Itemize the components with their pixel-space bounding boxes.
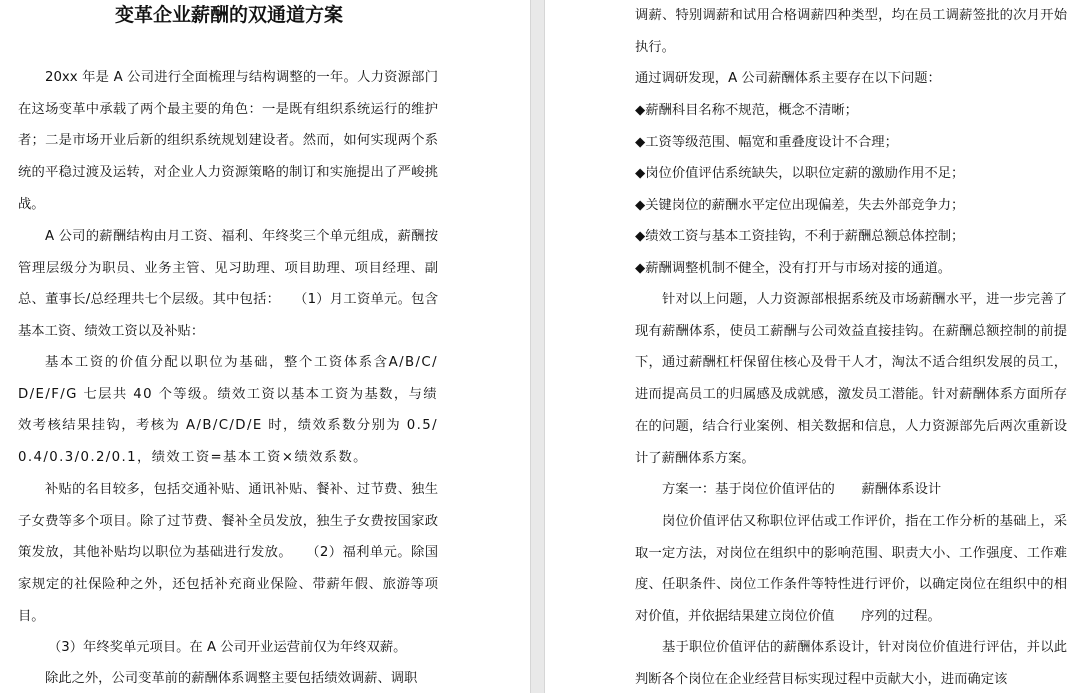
paragraph-year-end-bonus: （3）年终奖单元项目。在 A 公司开业运营前仅为年终双薪。: [48, 640, 407, 655]
paragraph-intro: 20xx 年是 A 公司进行全面梳理与结构调整的一年。人力资源部门在这场变革中承载了两个最主要的角色：一是既有组织系统运行的维护者；二是市场开业后新的组织系统规划建设者。然而，如何实现两个系统的平稳过渡及运转，对企业人力资源策略的制订和实施提出了严峻挑战。: [18, 70, 438, 212]
paragraph-adjustment-continued: 调薪、特别调薪和试用合格调薪四种类型，均在员工调薪签批的次月开始执行。: [635, 8, 1067, 55]
paragraph-base-salary: 基本工资的价值分配以职位为基础，整个工资体系含A/B/C/D/E/F/G 七层共 40 个等级。绩效工资以基本工资为基数，与绩效考核结果挂钩，考核为 A/B/C/D/E 时，绩效系数分别为 0.5/0.4/0.3/0.2/0.1，绩效工资=基本工资×绩效系数。: [18, 355, 438, 466]
bullet-item: ◆工资等级范围、幅宽和重叠度设计不合理；: [635, 135, 898, 150]
paragraph-allowance: 补贴的名目较多，包括交通补贴、通讯补贴、餐补、过节费、独生子女费等多个项目。除了过节费、餐补全员发放，独生子女费按国家政策发放，其他补贴均以职位为基础进行发放。 （2）福利单元。除国家规定的社保险种之外，还包括补充商业保险、带薪年假、旅游等项目。: [18, 482, 438, 624]
bullet-item: ◆薪酬调整机制不健全，没有打开与市场对接的通道。: [635, 261, 952, 276]
paragraph-evaluation-design: 基于职位价值评估的薪酬体系设计，针对岗位价值进行评估，并以此判断各个岗位在企业经营目标实现过程中贡献大小，进而确定该: [635, 640, 1067, 687]
bullet-item: ◆关键岗位的薪酬水平定位出现偏差，失去外部竞争力；: [635, 198, 965, 213]
paragraph-adjustment: 除此之外，公司变革前的薪酬体系调整主要包括绩效调薪、调职: [45, 671, 418, 686]
right-page: [545, 0, 1080, 693]
paragraph-solution: 针对以上问题，人力资源部根据系统及市场薪酬水平，进一步完善了现有薪酬体系，使员工薪酬与公司效益直接挂钩。在薪酬总额控制的前提下，通过薪酬杠杆保留住核心及骨干人才，淘汰不适合组织发展的员工，进而提高员工的归属感及成就感，激发员工潜能。针对薪酬体系方面所存在的问题，结合行业案例、相关数据和信息，人力资源部先后两次重新设计了薪酬体系方案。: [635, 292, 1067, 466]
bullet-item: ◆绩效工资与基本工资挂钩，不利于薪酬总额总体控制；: [635, 229, 965, 244]
left-page: [0, 0, 530, 693]
paragraph-job-evaluation: 岗位价值评估又称职位评估或工作评价，指在工作分析的基础上，采取一定方法，对岗位在组织中的影响范围、职责大小、工作强度、工作难度、任职条件、岗位工作条件等特性进行评价，以确定岗位在组织中的相对价值，并依据结果建立岗位价值 序列的过程。: [635, 514, 1067, 625]
bullet-item: ◆岗位价值评估系统缺失，以职位定薪的激励作用不足；: [635, 166, 965, 181]
section-heading-plan-one: 方案一：基于岗位价值评估的 薪酬体系设计: [662, 482, 942, 497]
bullet-item: ◆薪酬科目名称不规范，概念不清晰；: [635, 103, 858, 118]
paragraph-survey: 通过调研发现，A 公司薪酬体系主要存在以下问题：: [635, 71, 941, 86]
page-gutter: [530, 0, 545, 693]
document-title: 变革企业薪酬的双通道方案: [114, 4, 343, 26]
paragraph-salary-structure: A 公司的薪酬结构由月工资、福利、年终奖三个单元组成，薪酬按管理层级分为职员、业务主管、见习助理、项目助理、项目经理、副总、董事长/总经理共七个层级。其中包括： （1）月工资单元。包含基本工资、绩效工资以及补贴：: [18, 229, 438, 340]
